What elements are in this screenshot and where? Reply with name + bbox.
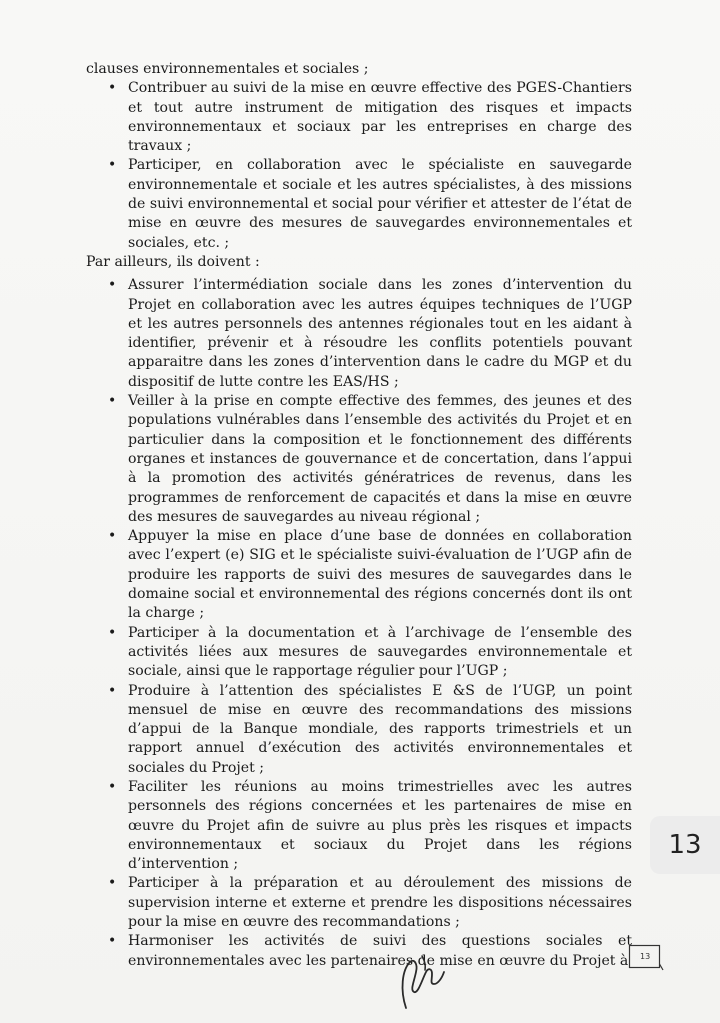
list-item xyxy=(86,932,632,971)
bullet-icon: • xyxy=(108,875,117,892)
bullet-icon: • xyxy=(108,528,117,545)
list-item xyxy=(86,624,632,682)
list-item xyxy=(86,527,632,623)
stamp-icon xyxy=(628,944,664,972)
list-item xyxy=(86,276,632,392)
list-item-text: Veiller à la prise en compte effective des femmes, des jeunes et des populations vulnérables dans l’ensemble des activités du Projet et en particulier dans la composition et le fonctionnement des différents organes et instances de gouvernance et de concertation, dans l’appui à la promotion des activités génératrices de revenus, dans les programmes de renforcement de capacités et dans la mise en œuvre des mesures de sauvegardes au niveau régional ; xyxy=(128,393,632,525)
list-item-text: Participer, en collaboration avec le spécialiste en sauvegarde environnementale et sociale et les autres spécialistes, à des missions de suivi environnemental et social pour vérifier et attester de l’état de mise en œuvre des mesures de sauvegardes environnementales et sociales, etc. ; xyxy=(128,157,632,251)
list-item xyxy=(86,79,632,156)
list-item xyxy=(86,156,632,252)
intro-paragraph: Par ailleurs, ils doivent : xyxy=(86,253,260,270)
bullet-icon: • xyxy=(108,157,117,174)
bullet-icon: • xyxy=(108,933,117,950)
list-item-text: Participer à la préparation et au déroulement des missions de supervision interne et externe et prendre les dispositions nécessaires pour la mise en œuvre des recommandations ; xyxy=(128,875,632,931)
bullet-icon: • xyxy=(108,393,117,410)
bullet-icon: • xyxy=(108,682,117,699)
bullet-icon: • xyxy=(108,80,117,97)
list-item xyxy=(86,778,632,874)
list-item xyxy=(86,392,632,527)
document-body xyxy=(86,60,632,971)
bullet-list-part2 xyxy=(86,276,632,971)
bullet-icon: • xyxy=(108,778,117,795)
stamp-number: 13 xyxy=(640,952,651,961)
list-item-text: Contribuer au suivi de la mise en œuvre effective des PGES-Chantiers et tout autre instrument de mitigation des risques et impacts environnementaux et sociaux par les entreprises en charge des travaux ; xyxy=(128,80,632,155)
page-number-badge: 13 xyxy=(650,816,720,874)
list-item xyxy=(86,682,632,778)
list-item xyxy=(86,874,632,932)
list-item-text: Harmoniser les activités de suivi des questions sociales et environnementales avec les partenaires de mise en œuvre du Projet à xyxy=(128,933,632,969)
continued-line: clauses environnementales et sociales ; xyxy=(86,61,369,77)
signature-icon xyxy=(392,950,452,1012)
bullet-list-part1 xyxy=(86,79,632,253)
list-item-text: Produire à l’attention des spécialistes E &S de l’UGP, un point mensuel de mise en œuvre des recommandations des missions d’appui de la Banque mondiale, des rapports trimestriels et un rapport annuel d’exécution des activités environnementales et sociales du Projet ; xyxy=(128,682,632,776)
list-item-text: Assurer l’intermédiation sociale dans les zones d’intervention du Projet en collaboration avec les autres équipes techniques de l’UGP et les autres personnels des antennes régionales tout en les aidant à identifier, prévenir et à résoudre les conflits potentiels pouvant apparaitre dans les zones d’intervention dans le cadre du MGP et du dispositif de lutte contre les EAS/HS ; xyxy=(128,277,632,390)
bullet-icon: • xyxy=(108,624,117,641)
list-item-text: Appuyer la mise en place d’une base de données en collaboration avec l’expert (e) SIG et le spécialiste suivi-évaluation de l’UGP afin de produire les rapports de suivi des mesures de sauvegardes dans le domaine social et environnemental des régions concernés dont ils ont la charge ; xyxy=(128,528,632,622)
list-item-text: Participer à la documentation et à l’archivage de l’ensemble des activités liées aux mesures de sauvegardes environnementale et sociale, ainsi que le rapportage régulier pour l’UGP ; xyxy=(128,624,632,680)
list-item-text: Faciliter les réunions au moins trimestrielles avec les autres personnels des régions concernées et les partenaires de mise en œuvre du Projet afin de suivre au plus près les risques et impacts environnementaux et sociaux du Projet dans les régions d’intervention ; xyxy=(128,778,632,873)
bullet-icon: • xyxy=(108,277,117,294)
